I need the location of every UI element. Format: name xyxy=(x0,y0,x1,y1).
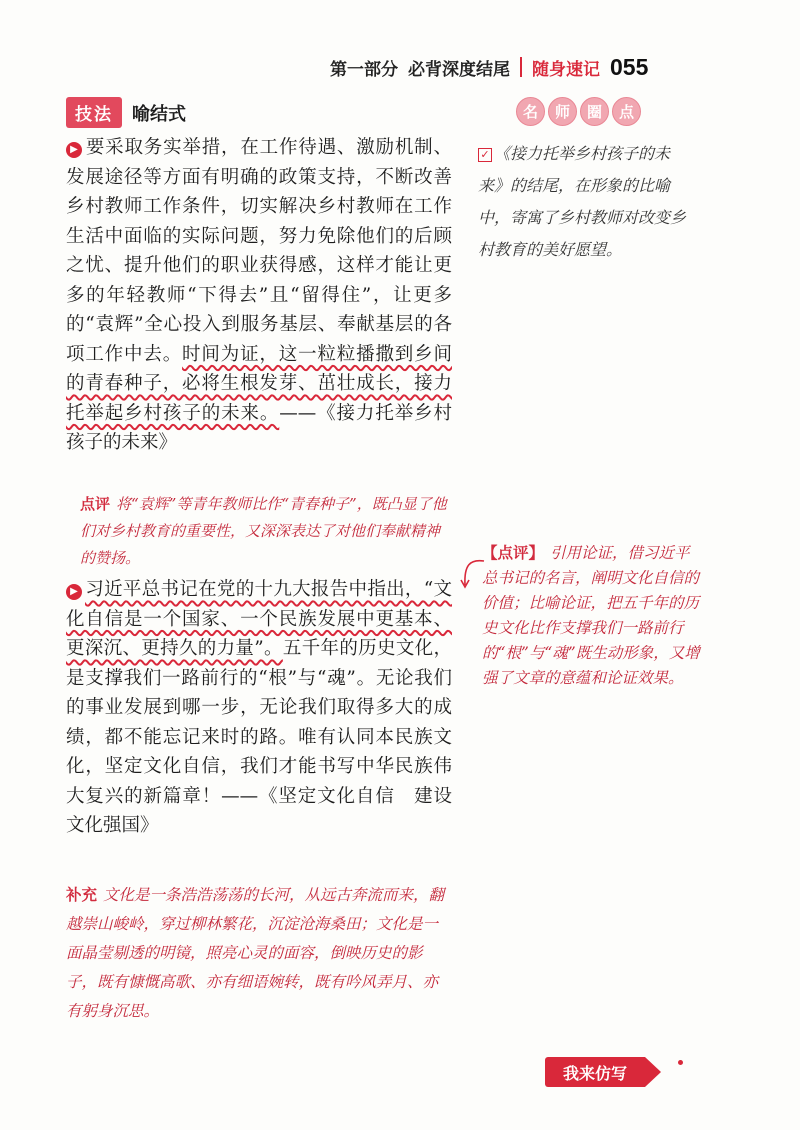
supplement-text: 文化是一条浩浩荡荡的长河，从远古奔流而来，翻越崇山峻岭，穿过柳林繁花，沉淀沧海桑田；文化是一面晶莹剔透的明镜，照亮心灵的面容，倒映历史的影子，既有慷慨高歌、亦有细语婉转，既有吟风弄月、亦有躬身沉思。 xyxy=(66,886,445,1020)
technique-badge: 技法 xyxy=(66,97,122,128)
part-label: 第一部分 xyxy=(330,59,398,80)
example2-body: 五千年的历史文化，是支撑我们一路前行的“根”与“魂”。无论我们的事业发展到哪一步，无论我们取得多大的成绩，都不能忘记来时的路。唯有认同本民族文化，坚定文化自信，我们才能书写中华民族伟大复兴的新篇章！ xyxy=(66,638,452,807)
side-comment-label: 【点评】 xyxy=(482,543,545,562)
header-divider xyxy=(520,57,522,77)
side-note-2 xyxy=(482,540,700,691)
teacher-badge-char: 师 xyxy=(548,97,577,126)
page-number: 055 xyxy=(610,53,649,80)
example-paragraph-1 xyxy=(66,133,452,458)
check-icon: ✓ xyxy=(478,148,492,162)
section-label: 必背深度结尾 xyxy=(408,59,510,80)
technique-heading xyxy=(66,97,186,128)
technique-title: 喻结式 xyxy=(132,103,186,125)
side-note-1-text: 《接力托举乡村孩子的未来》的结尾，在形象的比喻中，寄寓了乡村教师对改变乡村教育的美好愿望。 xyxy=(478,144,687,259)
side-comment-text: 引用论证，借习近平总书记的名言，阐明文化自信的价值；比喻论证，把五千年的历史文化比作支撑我们一路前行的“根”与“魂”既生动形象，又增强了文章的意蕴和论证效果。 xyxy=(482,544,700,687)
example1-source: ——《接力托举乡村孩子的未来》 xyxy=(66,402,452,453)
series-tag: 随身速记 xyxy=(532,59,600,80)
imitate-writing-label: 我来仿写 xyxy=(545,1057,645,1087)
teacher-badge-char: 名 xyxy=(516,97,545,126)
example2-source: ——《坚定文化自信 建设文化强国》 xyxy=(66,785,452,836)
teacher-comment-badge xyxy=(516,97,641,126)
decorative-dot xyxy=(678,1060,683,1065)
comment-label: 点评 xyxy=(80,495,111,513)
example1-body: 要采取务实举措，在工作待遇、激励机制、发展途径等方面有明确的政策支持，不断改善乡村教师工作条件，切实解决乡村教师在工作生活中面临的实际问题，努力免除他们的后顾之忧、提升他们的职业获得感，这样才能让更多的年轻教师“下得去”且“留得住”，让更多的“袁辉”全心投入到服务基层、奉献基层的各项工作中去。 xyxy=(66,137,452,365)
page-header xyxy=(330,50,648,84)
play-bullet-icon: ▶ xyxy=(66,142,82,158)
play-bullet-icon: ▶ xyxy=(66,584,82,600)
side-note-1 xyxy=(478,138,688,266)
imitate-label-tip xyxy=(645,1057,661,1087)
teacher-badge-char: 圈 xyxy=(580,97,609,126)
example2-highlight: 习近平总书记在党的十九大报告中指出，“文化自信是一个国家、一个民族发展中更基本、更深沉、更持久的力量”。 xyxy=(66,579,452,659)
comment-note-1 xyxy=(80,491,452,572)
supplement-label: 补充 xyxy=(66,885,98,904)
supplement-note xyxy=(66,880,452,1026)
example-paragraph-2 xyxy=(66,575,452,841)
teacher-badge-char: 点 xyxy=(612,97,641,126)
example1-highlight: 时间为证，这一粒粒播撒到乡间的青春种子，必将生根发芽、茁壮成长，接力托举起乡村孩子的未来。 xyxy=(66,343,452,424)
comment-text: 将“袁辉”等青年教师比作“青春种子”，既凸显了他们对乡村教育的重要性，又深深表达了对他们奉献精神的赞扬。 xyxy=(80,495,447,567)
